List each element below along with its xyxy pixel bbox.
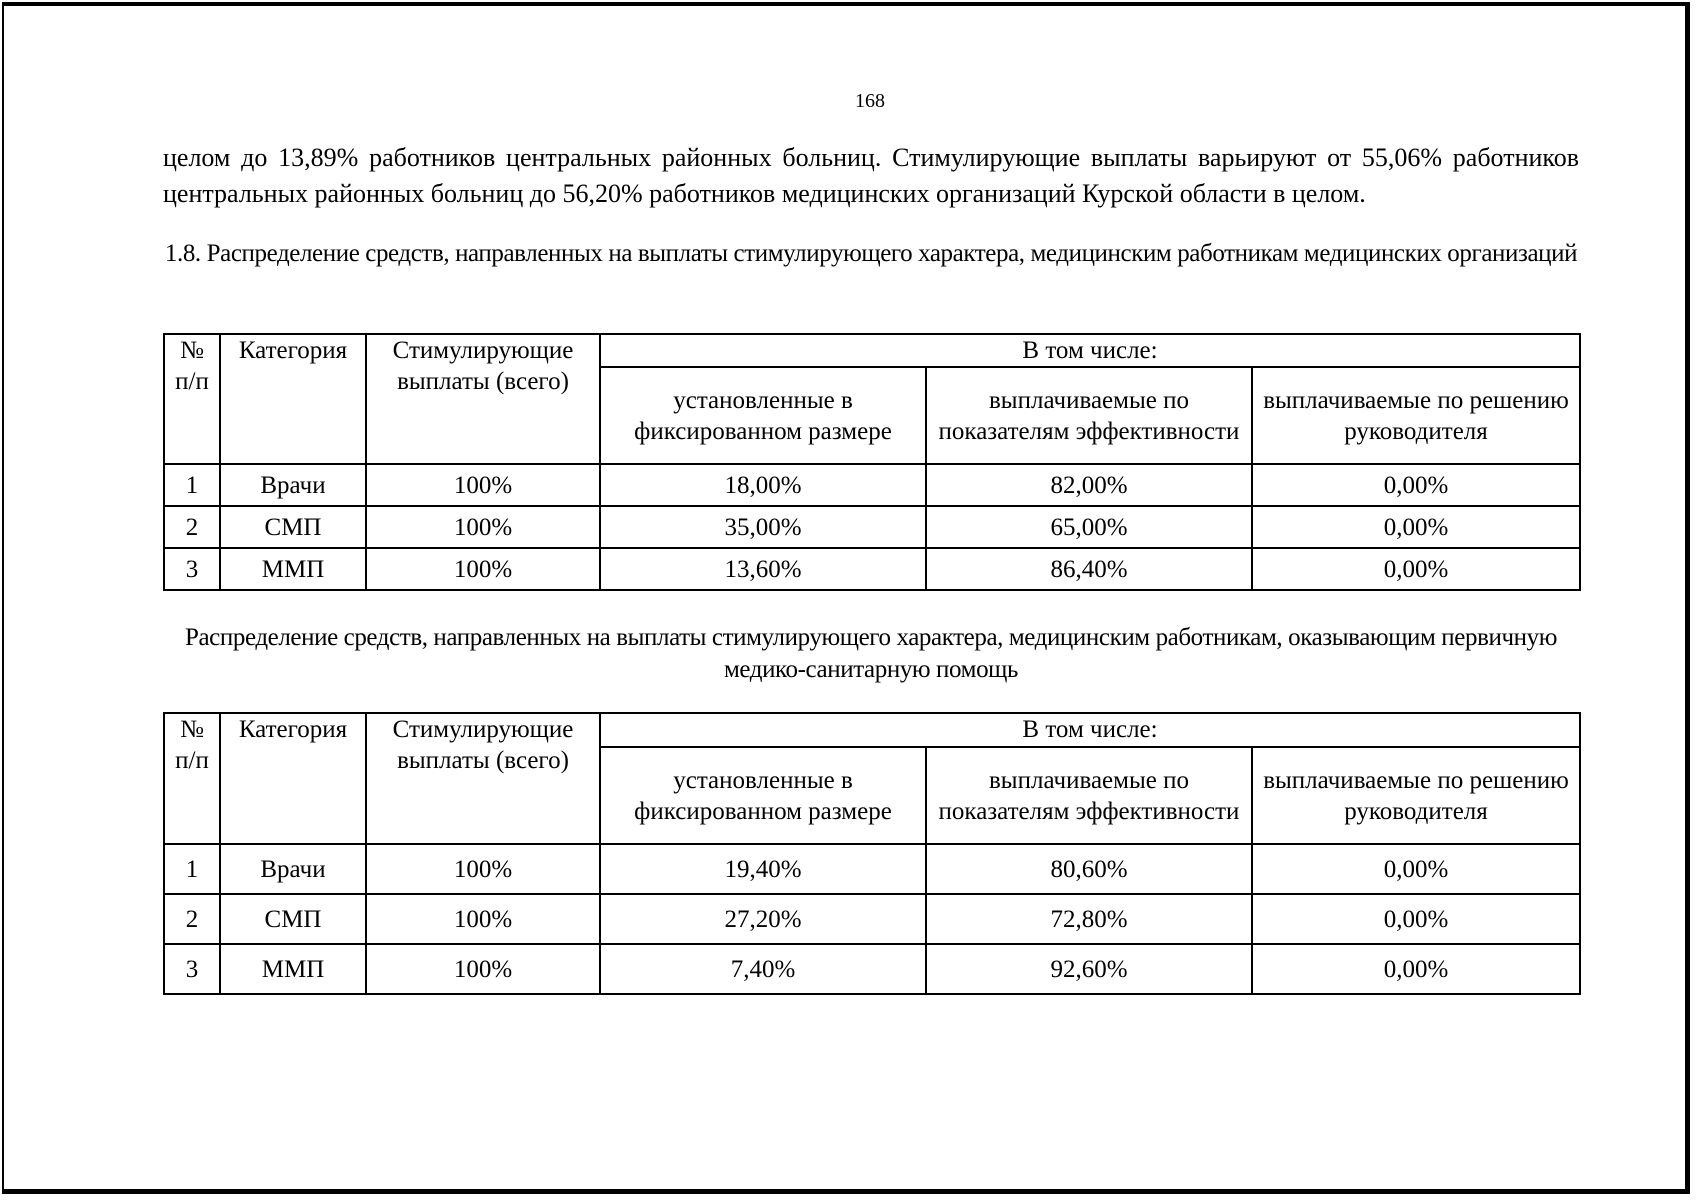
header-num: № п/п <box>164 334 220 464</box>
table-row <box>164 844 1580 894</box>
header-including: В том числе: <box>600 713 1580 747</box>
header-performance: выплачиваемые по показателям эффективности <box>926 747 1252 844</box>
row-num: 3 <box>164 944 220 994</box>
row-manager: 0,00% <box>1252 844 1580 894</box>
table-header-row <box>164 334 1580 367</box>
table-row <box>164 894 1580 944</box>
row-category: СМП <box>220 894 366 944</box>
header-total: Стимулирующие выплаты (всего) <box>366 713 600 844</box>
table-row <box>164 506 1580 548</box>
table-header-row <box>164 713 1580 747</box>
row-performance: 86,40% <box>926 548 1252 590</box>
header-total: Стимулирующие выплаты (всего) <box>366 334 600 464</box>
row-category: ММП <box>220 548 366 590</box>
row-performance: 92,60% <box>926 944 1252 994</box>
page-number: 168 <box>855 90 885 112</box>
row-fixed: 18,00% <box>600 464 926 506</box>
header-manager: выплачиваемые по решению руководителя <box>1252 747 1580 844</box>
row-total: 100% <box>366 464 600 506</box>
table-2 <box>163 712 1581 995</box>
row-total: 100% <box>366 894 600 944</box>
row-fixed: 35,00% <box>600 506 926 548</box>
row-num: 3 <box>164 548 220 590</box>
row-performance: 72,80% <box>926 894 1252 944</box>
row-total: 100% <box>366 506 600 548</box>
header-fixed: установленные в фиксированном размере <box>600 747 926 844</box>
row-performance: 82,00% <box>926 464 1252 506</box>
row-category: ММП <box>220 944 366 994</box>
row-performance: 65,00% <box>926 506 1252 548</box>
table-1 <box>163 333 1581 591</box>
row-category: Врачи <box>220 464 366 506</box>
table-row <box>164 464 1580 506</box>
row-manager: 0,00% <box>1252 548 1580 590</box>
row-category: Врачи <box>220 844 366 894</box>
table-2-caption: Распределение средств, направленных на выплаты стимулирующего характера, медицинским работникам, оказывающим первичную медико-санитарную помощь <box>184 624 1557 683</box>
row-num: 1 <box>164 464 220 506</box>
row-category: СМП <box>220 506 366 548</box>
row-manager: 0,00% <box>1252 944 1580 994</box>
header-manager: выплачиваемые по решению руководителя <box>1252 367 1580 464</box>
row-num: 1 <box>164 844 220 894</box>
header-num: № п/п <box>164 713 220 844</box>
row-total: 100% <box>366 844 600 894</box>
row-manager: 0,00% <box>1252 506 1580 548</box>
row-total: 100% <box>366 944 600 994</box>
row-fixed: 13,60% <box>600 548 926 590</box>
row-fixed: 7,40% <box>600 944 926 994</box>
row-manager: 0,00% <box>1252 894 1580 944</box>
table-row <box>164 944 1580 994</box>
header-category: Категория <box>220 334 366 464</box>
intro-paragraph: целом до 13,89% работников центральных районных больниц. Стимулирующие выплаты варьируют от 55,06% работников центральных районных больниц до 56,20% работников медицинских организаций Курской области в целом. <box>163 143 1579 208</box>
header-performance: выплачиваемые по показателям эффективности <box>926 367 1252 464</box>
header-including: В том числе: <box>600 334 1580 367</box>
header-category: Категория <box>220 713 366 844</box>
row-total: 100% <box>366 548 600 590</box>
row-manager: 0,00% <box>1252 464 1580 506</box>
row-performance: 80,60% <box>926 844 1252 894</box>
row-num: 2 <box>164 506 220 548</box>
table-1-caption: 1.8. Распределение средств, направленных на выплаты стимулирующего характера, медицинским работникам медицинских организаций <box>164 240 1578 267</box>
row-fixed: 27,20% <box>600 894 926 944</box>
header-fixed: установленные в фиксированном размере <box>600 367 926 464</box>
row-fixed: 19,40% <box>600 844 926 894</box>
row-num: 2 <box>164 894 220 944</box>
table-row <box>164 548 1580 590</box>
